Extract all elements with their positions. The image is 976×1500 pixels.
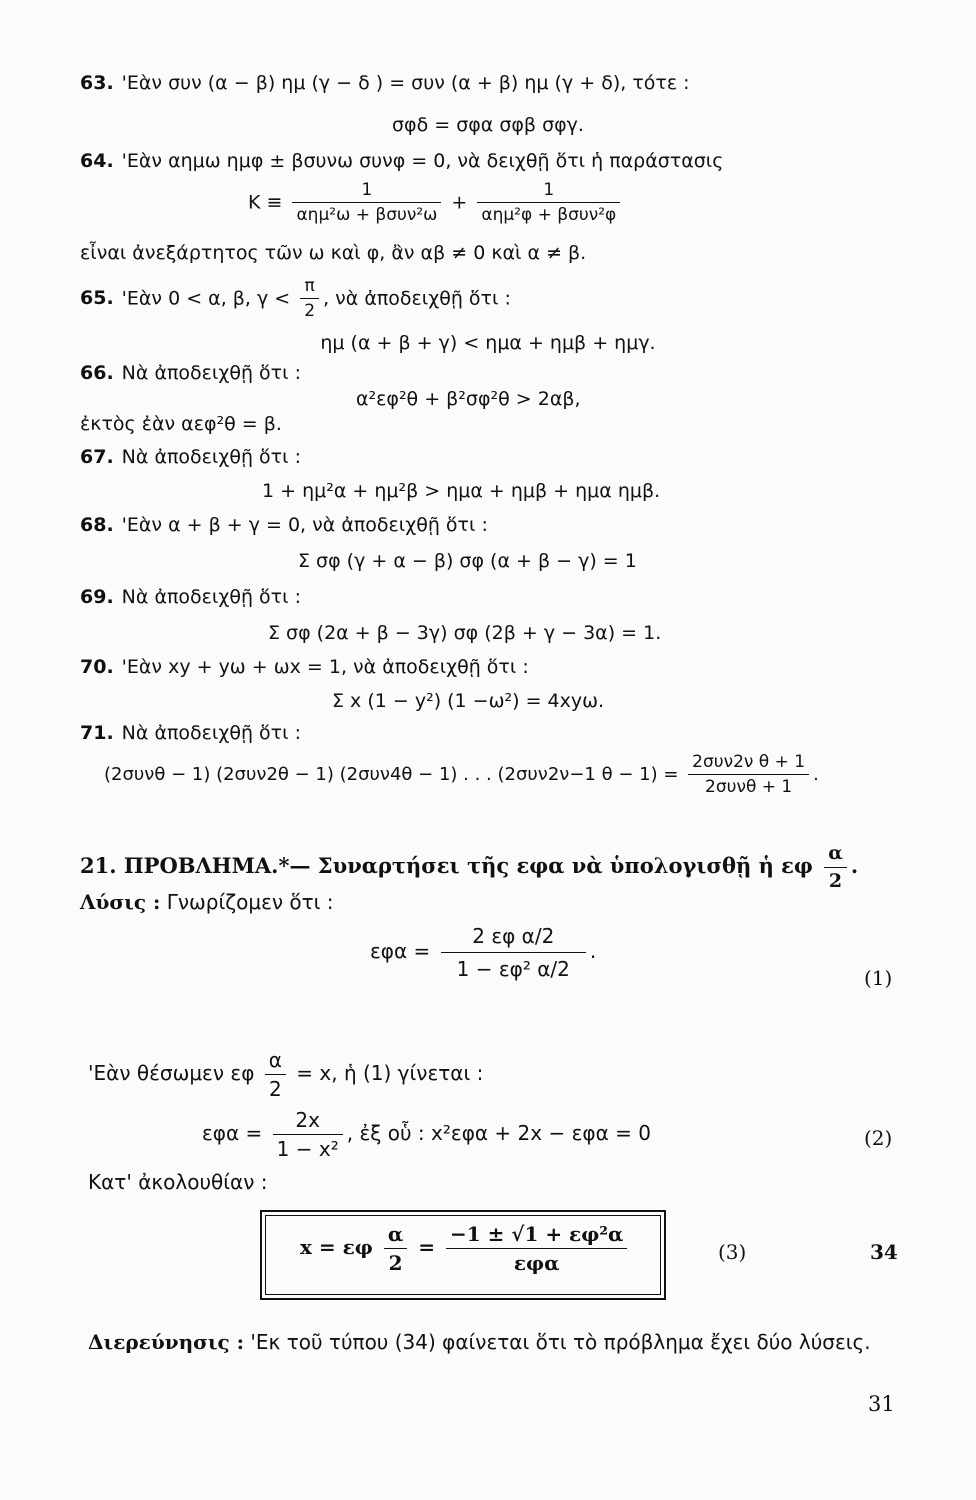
exercise-number: 67. (80, 446, 114, 468)
exercise-text: 'Εὰν αημω ημφ ± βσυνω συνφ = 0, νὰ δειχθῇ ὅτι ἡ παράστασις (121, 150, 724, 172)
problem-heading-text: 21. ΠΡΟΒΛΗΜΑ.*— Συναρτήσει τῆς εφα νὰ ὑπολογισθῇ ἡ εφ (80, 852, 813, 878)
exercise-number: 68. (80, 514, 114, 536)
exercise-text: 'Εὰν συν (α − β) ημ (γ − δ ) = συν (α + β) ημ (γ + δ), τότε : (121, 72, 690, 94)
discussion-text: 'Εκ τοῦ τύπου (34) φαίνεται ὅτι τὸ πρόβλημα ἔχει δύο λύσεις. (250, 1330, 871, 1354)
exercise-number: 71. (80, 722, 114, 744)
consequently-text: Κατ' ἀκολουθίαν : (88, 1170, 268, 1194)
equation-2-rest: , ἐξ οὗ : x²εφα + 2x − εφα = 0 (346, 1121, 651, 1145)
exercise-63 (80, 72, 690, 95)
equation-tag-1: (1) (864, 966, 893, 990)
exercise-number: 70. (80, 656, 114, 678)
k-lhs: K ≡ (248, 191, 283, 214)
equation-1-fraction: $\frac{\text{2 εφ α/2}}{\text{1 − εφ² α/2}}$ (441, 920, 586, 985)
exercise-66-result: α²εφ²θ + β²σφ²θ > 2αβ, (356, 388, 581, 410)
equation-tag-3: (3) (718, 1240, 747, 1264)
exercise-number: 64. (80, 150, 114, 172)
equation-lhs: εφα = (370, 939, 431, 963)
solution-label: Λύσις : (80, 890, 161, 914)
equation-3-fraction: $\frac{\text{−1 ± √1 + εφ²α}}{\text{εφα}}$ (446, 1222, 628, 1275)
pi-over-2: $\frac{\pi}{2}$ (300, 276, 319, 322)
exercise-text: 'Εὰν xy + yω + ωx = 1, νὰ ἀποδειχθῇ ὅτι : (121, 656, 529, 678)
exercise-number: 69. (80, 586, 114, 608)
equation-1 (370, 920, 596, 985)
alpha-over-2: $\frac{\alpha}{2}$ (824, 842, 847, 893)
equation-2-fraction: $\frac{2x}{\text{1 − x²}}$ (273, 1108, 343, 1161)
exercise-text-tail: , νὰ ἀποδειχθῇ ὅτι : (323, 287, 511, 310)
alpha-over-2: $\frac{\alpha}{2}$ (384, 1222, 407, 1275)
plus-sign: + (451, 191, 468, 214)
exercise-64-tail: εἶναι ἀνεξάρτητος τῶν ω καὶ φ, ἂν αβ ≠ 0 καὶ α ≠ β. (80, 242, 587, 264)
exercise-text: 'Εὰν α + β + γ = 0, νὰ ἀποδειχθῇ ὅτι : (121, 514, 488, 536)
equation-3 (300, 1222, 631, 1275)
alpha-over-2: $\frac{\alpha}{2}$ (265, 1048, 286, 1101)
discussion-line (88, 1330, 871, 1354)
exercise-71 (80, 722, 301, 745)
exercise-64 (80, 150, 723, 173)
product-rhs-fraction: $\frac{\text{2συν2ν θ + 1}}{\text{2συνθ + 1}}$ (688, 752, 809, 798)
substitution-rest: = x, ἡ (1) γίνεται : (296, 1061, 484, 1085)
period: . (850, 852, 859, 878)
exercise-68-result: Σ σφ (γ + α − β) σφ (α + β − γ) = 1 (298, 550, 637, 572)
exercise-65 (80, 276, 511, 322)
exercise-65-result: ημ (α + β + γ) < ημα + ημβ + ημγ. (320, 332, 656, 354)
exercise-text: Νὰ ἀποδειχθῇ ὅτι : (121, 586, 301, 608)
exercise-text: Νὰ ἀποδειχθῇ ὅτι : (121, 722, 301, 744)
solution-line (80, 890, 334, 914)
exercise-67 (80, 446, 301, 469)
equation-2 (202, 1108, 651, 1161)
period: . (589, 939, 597, 963)
exercise-text: 'Εὰν 0 < α, β, γ < (121, 287, 291, 310)
exercise-70-result: Σ x (1 − y²) (1 −ω²) = 4xyω. (332, 690, 605, 712)
period: . (813, 763, 819, 785)
equation-tag-2: (2) (864, 1126, 893, 1150)
equation-lhs: εφα = (202, 1121, 263, 1145)
page-number: 31 (868, 1392, 895, 1416)
exercise-number: 66. (80, 362, 114, 384)
exercise-64-formula (248, 180, 624, 226)
exercise-68 (80, 514, 488, 537)
exercise-number: 63. (80, 72, 114, 94)
problem-heading (80, 842, 858, 893)
discussion-label: Διερεύνησις : (88, 1330, 245, 1354)
exercise-66 (80, 362, 301, 385)
equals-sign: = (418, 1235, 435, 1259)
solution-text: Γνωρίζομεν ὅτι : (166, 890, 334, 914)
exercise-text: Νὰ ἀποδειχθῇ ὅτι : (121, 446, 301, 468)
exercise-text: Νὰ ἀποδειχθῇ ὅτι : (121, 362, 301, 384)
exercise-69 (80, 586, 301, 609)
equation-lhs: x = εφ (300, 1235, 373, 1259)
formula-number: 34 (870, 1240, 898, 1264)
product-lhs: (2συνθ − 1) (2συν2θ − 1) (2συν4θ − 1) . . . (2συν2ν−1 θ − 1) = (104, 763, 679, 785)
fraction-2: $\frac{1}{\text{αημ²φ + βσυν²φ}}$ (477, 180, 620, 226)
exercise-69-result: Σ σφ (2α + β − 3γ) σφ (2β + γ − 3α) = 1. (268, 622, 662, 644)
exercise-number: 65. (80, 287, 114, 310)
exercise-71-formula (104, 752, 819, 798)
exercise-66-tail: ἐκτὸς ἐὰν αεφ²θ = β. (80, 413, 282, 435)
exercise-67-result: 1 + ημ²α + ημ²β > ημα + ημβ + ημα ημβ. (262, 480, 661, 502)
substitution-line (88, 1048, 483, 1101)
fraction-1: $\frac{1}{\text{αημ²ω + βσυν²ω}}$ (292, 180, 441, 226)
exercise-70 (80, 656, 529, 679)
exercise-63-result: σφδ = σφα σφβ σφγ. (392, 114, 584, 136)
substitution-text: 'Εὰν θέσωμεν εφ (88, 1061, 255, 1085)
